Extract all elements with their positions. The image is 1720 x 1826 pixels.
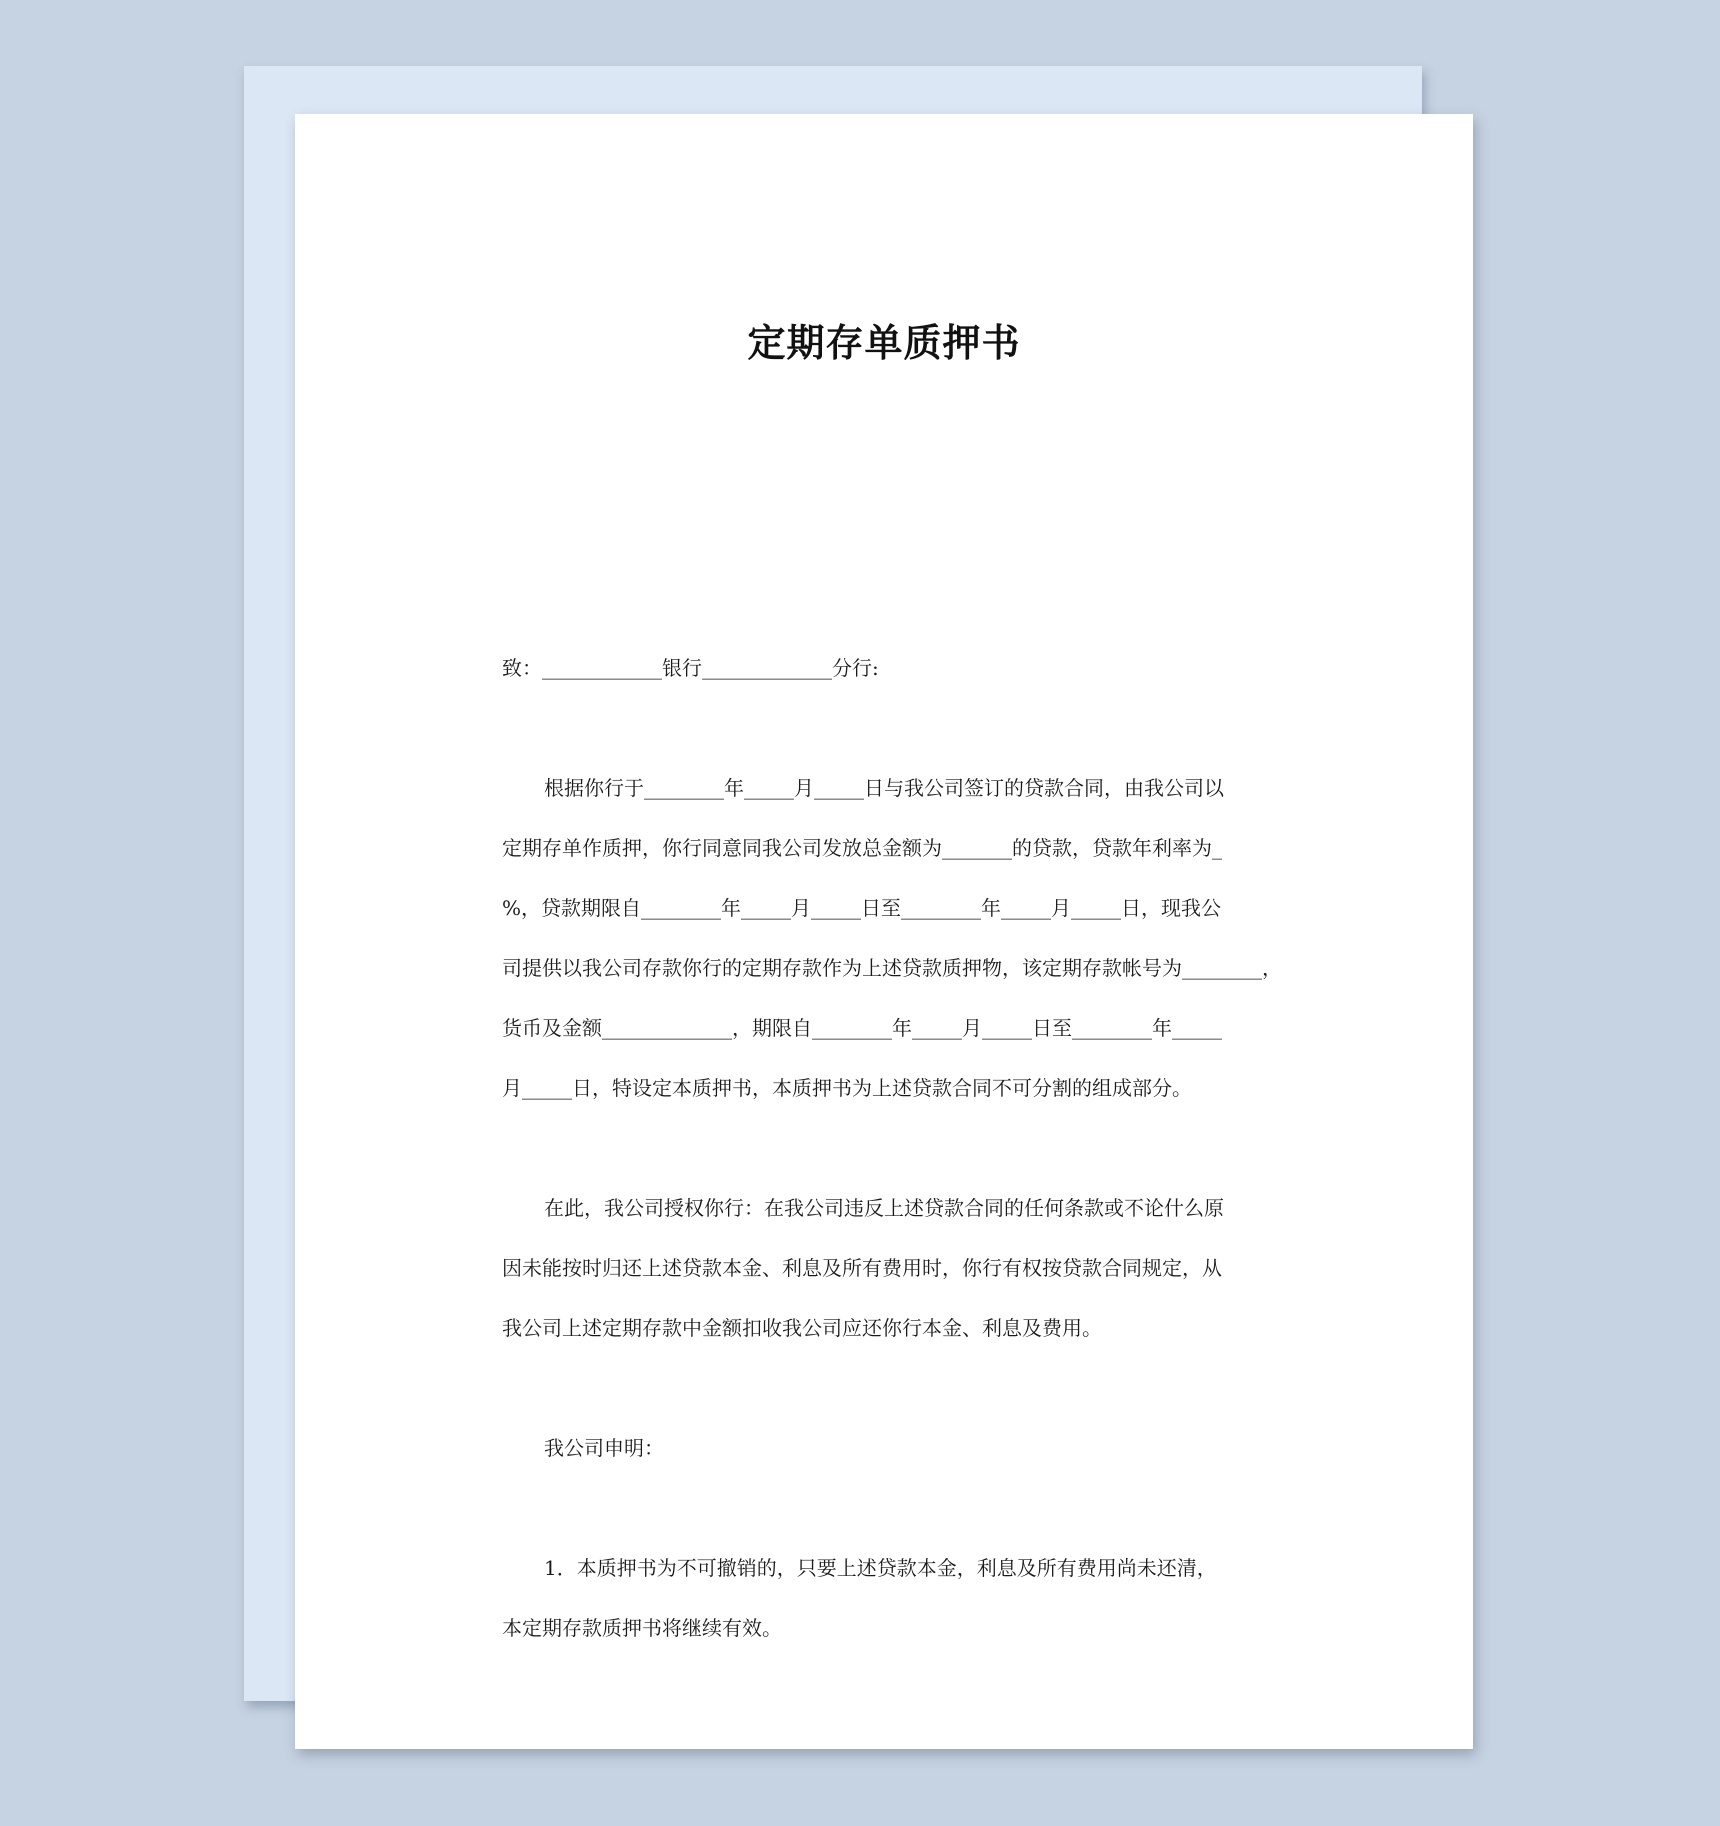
paragraph-1-line-3: %，贷款期限自________年_____月_____日至________年_____月_____日，现我公 <box>502 896 1222 920</box>
addressee-line: 致：____________银行_____________分行: <box>502 656 879 680</box>
clause-1-line-2: 本定期存款质押书将继续有效。 <box>502 1616 782 1640</box>
paragraph-1-line-2: 定期存单作质押，你行同意同我公司发放总金额为_______的贷款，贷款年利率为_ <box>502 836 1222 860</box>
paragraph-2-line-2: 因未能按时归还上述贷款本金、利息及所有费用时，你行有权按贷款合同规定，从 <box>502 1256 1222 1280</box>
clause-1-line-1: 1．本质押书为不可撤销的，只要上述贷款本金，利息及所有费用尚未还清， <box>544 1556 1217 1580</box>
paragraph-1-line-5: 货币及金额_____________，期限自________年_____月_____日至________年_____ <box>502 1016 1222 1040</box>
declaration-heading: 我公司申明： <box>544 1436 664 1460</box>
paragraph-1-line-4: 司提供以我公司存款你行的定期存款作为上述贷款质押物，该定期存款帐号为________， <box>502 956 1282 980</box>
paragraph-1-line-1: 根据你行于________年_____月_____日与我公司签订的贷款合同，由我公司以 <box>544 776 1224 800</box>
document-title: 定期存单质押书 <box>747 321 1021 365</box>
paragraph-2-line-1: 在此，我公司授权你行：在我公司违反上述贷款合同的任何条款或不论什么原 <box>544 1196 1224 1220</box>
document-page <box>295 114 1473 1749</box>
paragraph-2-line-3: 我公司上述定期存款中金额扣收我公司应还你行本金、利息及费用。 <box>502 1316 1102 1340</box>
paragraph-1-line-6: 月_____日，特设定本质押书，本质押书为上述贷款合同不可分割的组成部分。 <box>502 1076 1192 1100</box>
